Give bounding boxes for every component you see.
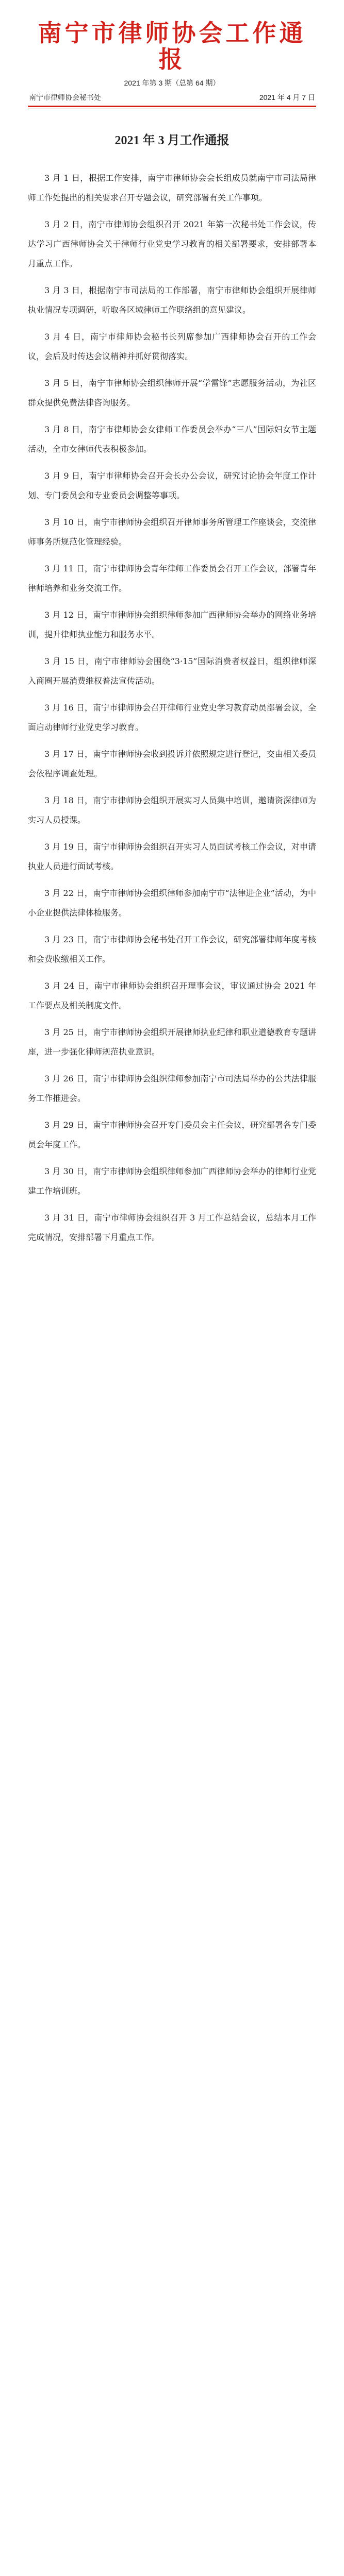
paragraph: 3 月 29 日，南宁市律师协会召开专门委员会主任会议，研究部署各专门委员会年度工作。 [28, 1120, 316, 1150]
paragraph: 3 月 3 日，根据南宁市司法局的工作部署，南宁市律师协会组织开展律师执业情况专项调研，听取各区域律师工作联络组的意见建议。 [28, 285, 316, 315]
publisher: 南宁市律师协会秘书处 [29, 93, 101, 102]
paragraph: 3 月 26 日，南宁市律师协会组织律师参加南宁市司法局举办的公共法律服务工作推进会。 [28, 1074, 316, 1104]
paragraph: 3 月 1 日，根据工作安排，南宁市律师协会会长组成员就南宁市司法局律师工作处提出的相关要求召开专题会议，研究部署有关工作事项。 [28, 173, 316, 203]
paragraph: 3 月 30 日，南宁市律师协会组织律师参加广西律师协会举办的律师行业党建工作培训班。 [28, 1166, 316, 1196]
paragraph: 3 月 18 日，南宁市律师协会组织开展实习人员集中培训，邀请资深律师为实习人员授课。 [28, 795, 316, 825]
paragraph: 3 月 11 日，南宁市律师协会青年律师工作委员会召开工作会议，部署青年律师培养和业务交流工作。 [28, 564, 316, 594]
paragraph: 3 月 10 日，南宁市律师协会组织召开律师事务所管理工作座谈会，交流律师事务所规范化管理经验。 [28, 517, 316, 547]
publish-date: 2021 年 4 月 7 日 [259, 93, 315, 102]
issue-number: 2021 年第 3 期（总第 64 期） [124, 79, 220, 88]
paragraph: 3 月 4 日，南宁市律师协会秘书长列席参加广西律师协会召开的工作会议，会后及时传达会议精神并抓好贯彻落实。 [28, 332, 316, 362]
masthead-title: 南宁市律师协会工作通报 [38, 20, 306, 73]
paragraph: 3 月 23 日，南宁市律师协会秘书处召开工作会议，研究部署律师年度考核和会费收缴相关工作。 [28, 935, 316, 964]
paragraph: 3 月 22 日，南宁市律师协会组织律师参加南宁市“法律进企业”活动，为中小企业提供法律体检服务。 [28, 888, 316, 918]
paragraph: 3 月 16 日，南宁市律师协会召开律师行业党史学习教育动员部署会议，全面启动律师行业党史学习教育。 [28, 703, 316, 733]
header-divider [28, 106, 316, 107]
paragraph: 3 月 31 日，南宁市律师协会组织召开 3 月工作总结会议，总结本月工作完成情况，安排部署下月重点工作。 [28, 1213, 316, 1243]
paragraph: 3 月 15 日，南宁市律师协会围绕“3·15”国际消费者权益日，组织律师深入商圈开展消费维权普法宣传活动。 [28, 656, 316, 686]
paragraph: 3 月 9 日，南宁市律师协会召开会长办公会议，研究讨论协会年度工作计划、专门委员会和专业委员会调整等事项。 [28, 471, 316, 501]
paragraph: 3 月 2 日，南宁市律师协会组织召开 2021 年第一次秘书处工作会议，传达学习广西律师协会关于律师行业党史学习教育的相关部署要求，安排部署本月重点工作。 [28, 219, 316, 269]
body-text [28, 168, 316, 1247]
document-title: 2021 年 3 月工作通报 [114, 134, 230, 148]
meta-row [28, 92, 316, 106]
paragraph: 3 月 8 日，南宁市律师协会女律师工作委员会举办“三八”国际妇女节主题活动，全市女律师代表积极参加。 [28, 425, 316, 454]
paragraph: 3 月 5 日，南宁市律师协会组织律师开展“学雷锋”志愿服务活动，为社区群众提供免费法律咨询服务。 [28, 378, 316, 408]
paragraph: 3 月 12 日，南宁市律师协会组织律师参加广西律师协会举办的网络业务培训，提升律师执业能力和服务水平。 [28, 610, 316, 640]
paragraph: 3 月 19 日，南宁市律师协会组织召开实习人员面试考核工作会议，对申请执业人员进行面试考核。 [28, 842, 316, 872]
paragraph: 3 月 25 日，南宁市律师协会组织开展律师执业纪律和职业道德教育专题讲座，进一步强化律师规范执业意识。 [28, 1027, 316, 1057]
paragraph: 3 月 17 日，南宁市律师协会收到投诉并依照规定进行登记，交由相关委员会依程序调查处理。 [28, 749, 316, 779]
paragraph: 3 月 24 日，南宁市律师协会组织召开理事会议，审议通过协会 2021 年工作要点及相关制度文件。 [28, 981, 316, 1011]
